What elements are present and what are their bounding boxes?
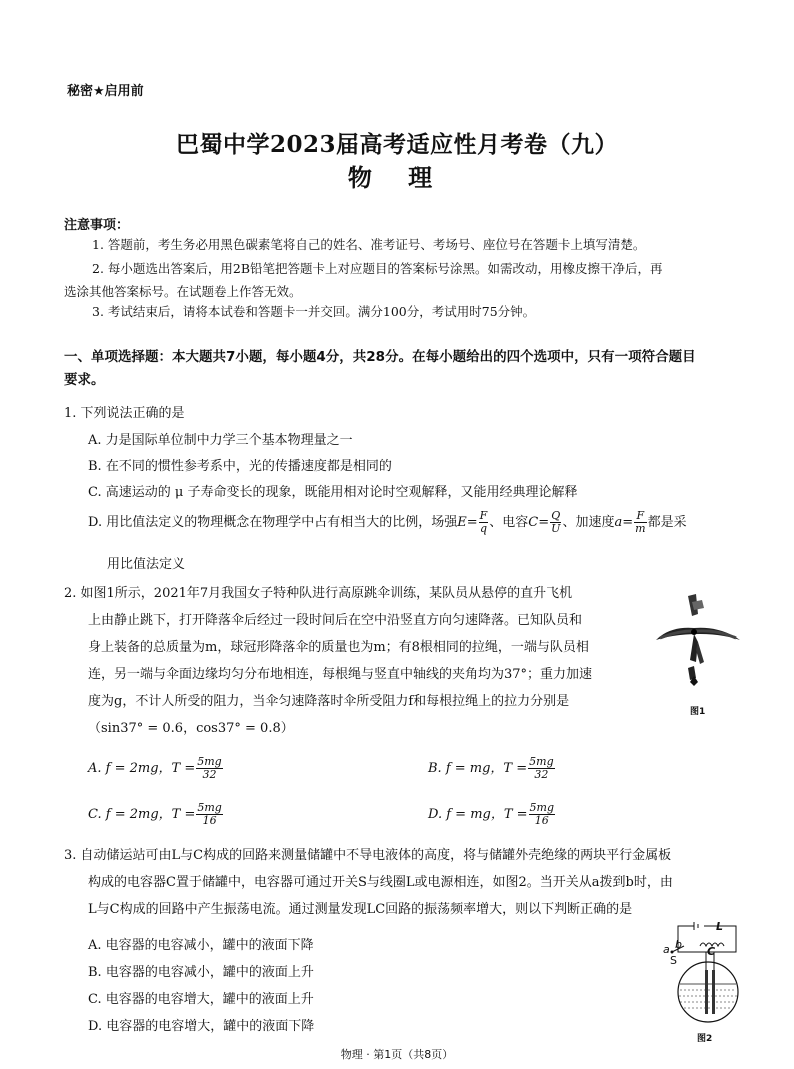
section-heading-line2: 要求。 [64, 372, 105, 388]
notice-item-3: 3. 考试结束后，请将本试卷和答题卡一并交回。满分100分，考试用时75分钟。 [92, 304, 536, 319]
q2-d-num: 5mg [529, 801, 555, 814]
q2-b-fraction [528, 756, 554, 781]
exam-title: 巴蜀中学2023届高考适应性月考卷（九） [175, 131, 618, 158]
q3-option-b: B. 电容器的电容减小，罐中的液面上升 [88, 965, 314, 980]
q2-a-fraction [196, 756, 222, 781]
q2-c-den: 16 [202, 814, 217, 827]
q1-d-a: a [614, 515, 623, 530]
q3-option-a: A. 电容器的电容减小，罐中的液面下降 [88, 938, 314, 953]
q2-line-6: （sin37° = 0.6，cos37° = 0.8） [88, 721, 294, 736]
subject-title: 物 理 [347, 163, 447, 192]
q2-option-c [88, 802, 224, 827]
q1-d-c-num: Q [551, 509, 561, 522]
q2-line-1: 2. 如图1所示，2021年7月我国女子特种队进行高原跳伞训练，某队员从悬停的直升飞机 [64, 586, 573, 601]
q1-d-e-num: F [479, 509, 488, 522]
fig2-label-c: C [707, 945, 716, 958]
page-footer: 物理 · 第1页（共8页） [340, 1048, 454, 1061]
q2-option-a [88, 756, 224, 781]
fig2-label-b: b [675, 938, 682, 951]
q2-a-num: 5mg [197, 755, 222, 768]
q1-d-c-den: U [551, 522, 561, 535]
confidential-mark: 秘密★启用前 [67, 84, 144, 99]
q2-line-3: 身上装备的总质量为m，球冠形降落伞的质量也为m；有8根相同的拉绳，一端与队员相 [88, 640, 589, 655]
q1-d-mid2: 、加速度 [562, 515, 615, 530]
q1-d-a-num: F [634, 510, 646, 523]
q3-option-c: C. 电容器的电容增大，罐中的液面上升 [88, 992, 314, 1007]
q2-line-5: 度为g，不计人所受的阻力，当伞匀速降落时伞所受阻力f和每根拉绳上的拉力分别是 [88, 694, 570, 709]
parachute-figure [650, 590, 746, 695]
q1-d-e-fraction [479, 510, 489, 535]
q1-option-c: C. 高速运动的 μ 子寿命变长的现象，既能用相对论时空观解释，又能用经典理论解释 [88, 485, 578, 500]
q1-d-post: 都是采 [647, 515, 687, 530]
q1-option-b: B. 在不同的惯性参考系中，光的传播速度都是相同的 [88, 459, 392, 474]
notice-item-2-cont: 选涂其他答案标号。在试题卷上作答无效。 [64, 284, 302, 299]
section-heading [64, 346, 744, 392]
notice-item-1: 1. 答题前，考生务必用黑色碳素笔将自己的姓名、准考证号、考场号、座位号在答题卡上填写清楚。 [92, 237, 646, 252]
q3-line-3: L与C构成的回路中产生振荡电流。通过测量发现LC回路的振荡频率增大，则以下判断正确的是 [88, 902, 633, 917]
q2-d-den: 16 [534, 814, 549, 827]
q1-d-a-den: m [635, 522, 646, 535]
q1-option-d-cont: 用比值法定义 [107, 557, 186, 572]
q1-d-e: E [457, 515, 467, 530]
q1-stem: 1. 下列说法正确的是 [64, 406, 185, 421]
q1-option-a: A. 力是国际单位制中力学三个基本物理量之一 [88, 433, 353, 448]
section-heading-line1: 一、单项选择题：本大题共7小题，每小题4分，共28分。在每小题给出的四个选项中，只有一项符合题目 [64, 349, 696, 365]
q1-option-d: D. 用比值法定义的物理概念在物理学中占有相当大的比例，场强E= $\frac{F}{q}$ 、电容C= $\frac{Q}{U}$ 、加速度a= $\frac{F}{m}$ 都是采 [88, 509, 687, 535]
q1-d-c: C [528, 515, 539, 530]
fig2-label-l: L [716, 920, 724, 933]
q2-line-4: 连，另一端与伞面边缘均匀分布地相连，每根绳与竖直中轴线的夹角均为37°；重力加速 [88, 667, 593, 682]
q3-line-1: 3. 自动储运站可由L与C构成的回路来测量储罐中不导电液体的高度，将与储罐外壳绝缘的两块平行金属板 [64, 848, 672, 863]
q2-c-num: 5mg [197, 801, 222, 814]
q2-b-pre: B. f = mg，T = [428, 761, 528, 776]
figure-1-caption: 图1 [690, 707, 706, 717]
q1-d-e-den: q [479, 522, 487, 535]
q2-d-pre: D. f = mg，T = [428, 807, 528, 822]
q3-line-2: 构成的电容器C置于储罐中，电容器可通过开关S与线圈L或电源相连，如图2。当开关从a拨到b时，由 [88, 875, 673, 890]
q1-d-a-fraction [634, 510, 646, 535]
q1-d-pre: D. 用比值法定义的物理概念在物理学中占有相当大的比例，场强 [88, 515, 458, 530]
q2-option-b [428, 756, 556, 781]
q1-d-mid1: 、电容 [489, 515, 529, 530]
q2-b-num: 5mg [529, 755, 554, 768]
q1-d-c-fraction [550, 510, 561, 535]
notice-heading: 注意事项： [64, 218, 130, 233]
notice-item-2: 2. 每小题选出答案后，用2B铅笔把答题卡上对应题目的答案标号涂黑。如需改动，用橡皮擦干净后，再 [92, 261, 663, 276]
figure-2-caption: 图2 [697, 1034, 713, 1044]
fig2-label-s: S [670, 954, 677, 967]
q2-c-pre: C. f = 2mg，T = [88, 807, 196, 822]
q2-a-den: 32 [202, 768, 217, 781]
q2-d-fraction [529, 802, 555, 827]
q2-c-fraction [196, 802, 222, 827]
q2-a-pre: A. f = 2mg，T = [88, 761, 196, 776]
q2-line-2: 上由静止跳下，打开降落伞后经过一段时间后在空中沿竖直方向匀速降落。已知队员和 [88, 613, 583, 628]
q2-option-d [428, 802, 556, 827]
q2-b-den: 32 [534, 768, 549, 781]
fig2-label-a: a [663, 943, 670, 956]
q3-option-d: D. 电容器的电容增大，罐中的液面下降 [88, 1019, 315, 1034]
